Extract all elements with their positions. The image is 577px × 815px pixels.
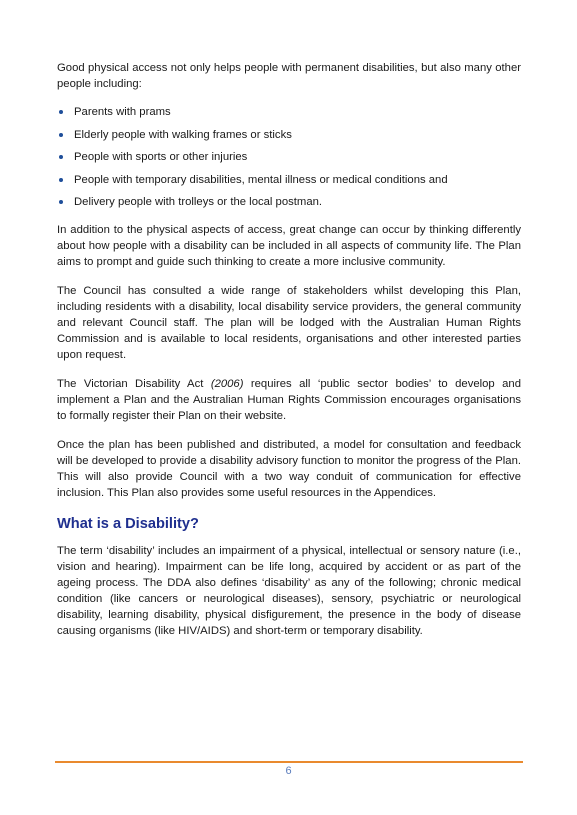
page-number: 6 [285, 765, 292, 777]
list-item [57, 149, 521, 165]
footer-divider [55, 761, 523, 763]
act-text-end: requires all ‘public sector bodies’ to develop and implement a Plan and the Australian Human Rights Commission encourages organisations to formally register their Plan on their website. [57, 378, 521, 423]
list-item [57, 127, 521, 143]
bullet-icon [59, 110, 63, 114]
model-paragraph: Once the plan has been published and distributed, a model for consultation and feedback will be developed to provide a disability advisory function to monitor the progress of the Plan. This will also provide Council with a two way conduit of communication for effective inclusion. This Plan also provides some useful resources in the Appendices. [57, 439, 521, 500]
list-item-text: People with temporary disabilities, mental illness or medical conditions and [74, 173, 448, 186]
intro-paragraph: Good physical access not only helps people with permanent disabilities, but also many other people including: [57, 62, 521, 90]
list-item-text: Elderly people with walking frames or sticks [74, 128, 292, 141]
act-text-start: The Victorian Disability Act [57, 378, 211, 391]
consultation-paragraph: The Council has consulted a wide range of stakeholders whilst developing this Plan, including residents with a disability, local disability service providers, the general community and relevant Council staff. The plan will be lodged with the Australian Human Rights Commission and is available to local residents, organisations and other interested parties upon request. [57, 285, 521, 362]
bullet-icon [59, 200, 63, 204]
bullet-icon [59, 155, 63, 159]
page-content [57, 60, 521, 652]
access-paragraph: In addition to the physical aspects of access, great change can occur by thinking differently about how people with a disability can be included in all aspects of community life. The Plan aims to prompt and guide such thinking to create a more inclusive community. [57, 224, 521, 269]
list-item-text: Delivery people with trolleys or the local postman. [74, 196, 323, 209]
bullet-icon [59, 133, 63, 137]
section-heading: What is a Disability? [57, 516, 199, 533]
list-item-text: People with sports or other injuries [74, 151, 248, 164]
definition-paragraph: The term ‘disability’ includes an impairment of a physical, intellectual or sensory nature (i.e., vision and hearing). Impairment can be life long, acquired by accident or as part of the ageing process. The DDA also defines ‘disability’ as any of the following; chronic medical condition (like cancers or neurological diseases), sensory, psychiatric or neurological disability, learning disability, physical disfigurement, the presence in the body of disease causing organisms (like HIV/AIDS) and short-term or temporary disability. [57, 545, 521, 638]
act-year: (2006) [210, 378, 244, 391]
list-item [57, 172, 521, 188]
list-item [57, 194, 521, 210]
bullet-icon [59, 178, 63, 182]
bullet-list [57, 104, 521, 210]
disability-act-paragraph [57, 376, 521, 424]
list-item [57, 104, 521, 120]
list-item-text: Parents with prams [74, 106, 171, 118]
